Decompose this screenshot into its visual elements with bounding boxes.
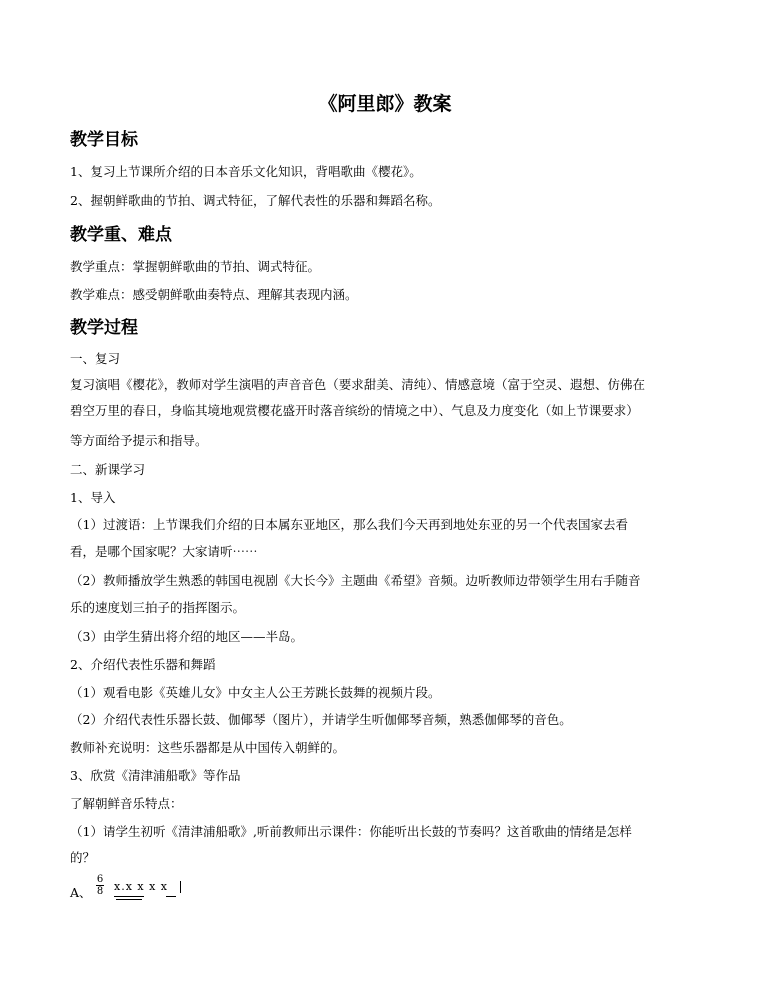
process-line: 3、欣赏《清津浦船歌》等作品 bbox=[70, 768, 241, 783]
section-heading-key-points: 教学重、难点 bbox=[70, 225, 172, 245]
process-line: 碧空万里的春日，身临其境地观赏樱花盛开时落音缤纷的情境之中）、气息及力度变化（如上节课要求） bbox=[70, 403, 639, 418]
rhythm-option-label: A、 bbox=[70, 885, 92, 900]
rhythm-beam bbox=[116, 899, 142, 900]
rhythm-beam bbox=[166, 896, 176, 897]
process-line: 二、新课学习 bbox=[70, 462, 146, 477]
process-line: 了解朝鲜音乐特点： bbox=[70, 796, 183, 811]
process-line: （1）请学生初听《清津浦船歌》,听前教师出示课件：你能听出长鼓的节奏吗？这首歌曲的情绪是怎样 bbox=[70, 824, 632, 839]
section-heading-process: 教学过程 bbox=[70, 318, 138, 338]
process-line: （2）介绍代表性乐器长鼓、伽倻琴（图片），并请学生听伽倻琴音频，熟悉伽倻琴的音色。 bbox=[70, 712, 572, 727]
rhythm-notation bbox=[70, 876, 270, 906]
goal-item: 2、握朝鲜歌曲的节拍、调式特征，了解代表性的乐器和舞蹈名称。 bbox=[70, 193, 441, 208]
process-line: 等方面给予提示和指导。 bbox=[70, 433, 208, 448]
rhythm-notes: x.x x x x bbox=[114, 880, 169, 893]
time-signature-top: 6 bbox=[96, 874, 104, 885]
process-line: 1、导入 bbox=[70, 490, 116, 505]
process-line: 2、介绍代表性乐器和舞蹈 bbox=[70, 657, 216, 672]
process-line: （2）教师播放学生熟悉的韩国电视剧《大长今》主题曲《希望》音频。边听教师边带领学生用右手随音 bbox=[70, 573, 641, 588]
process-line: 一、复习 bbox=[70, 351, 121, 366]
goal-item: 1、复习上节课所介绍的日本音乐文化知识，背唱歌曲《樱花》。 bbox=[70, 164, 422, 179]
key-point-item: 教学难点：感受朝鲜歌曲奏特点、理解其表现内涵。 bbox=[70, 287, 358, 302]
process-line: （1）过渡语：上节课我们介绍的日本属东亚地区，那么我们今天再到地处东亚的另一个代表国家去看 bbox=[70, 517, 628, 532]
process-line: 看，是哪个国家呢？大家请听⋯⋯ bbox=[70, 544, 258, 559]
process-line: （3）由学生猜出将介绍的地区——半岛。 bbox=[70, 629, 303, 644]
process-line: 教师补充说明：这些乐器都是从中国传入朝鲜的。 bbox=[70, 740, 346, 755]
time-signature-bottom: 8 bbox=[96, 886, 104, 897]
document-title: 《阿里郎》教案 bbox=[318, 93, 452, 115]
rhythm-beam bbox=[114, 896, 144, 897]
key-point-item: 教学重点：掌握朝鲜歌曲的节拍、调式特征。 bbox=[70, 259, 321, 274]
rhythm-barline bbox=[180, 881, 181, 893]
section-heading-goals: 教学目标 bbox=[70, 130, 138, 150]
process-line: 乐的速度划三拍子的指挥图示。 bbox=[70, 600, 246, 615]
process-line: 的？ bbox=[70, 850, 96, 865]
process-line: 复习演唱《樱花》，教师对学生演唱的声音音色（要求甜美、清纯）、情感意境（富于空灵、遐想、仿佛在 bbox=[70, 377, 646, 392]
time-signature bbox=[95, 874, 105, 897]
process-line: （1）观看电影《英雄儿女》中女主人公王芳跳长鼓舞的视频片段。 bbox=[70, 685, 441, 700]
